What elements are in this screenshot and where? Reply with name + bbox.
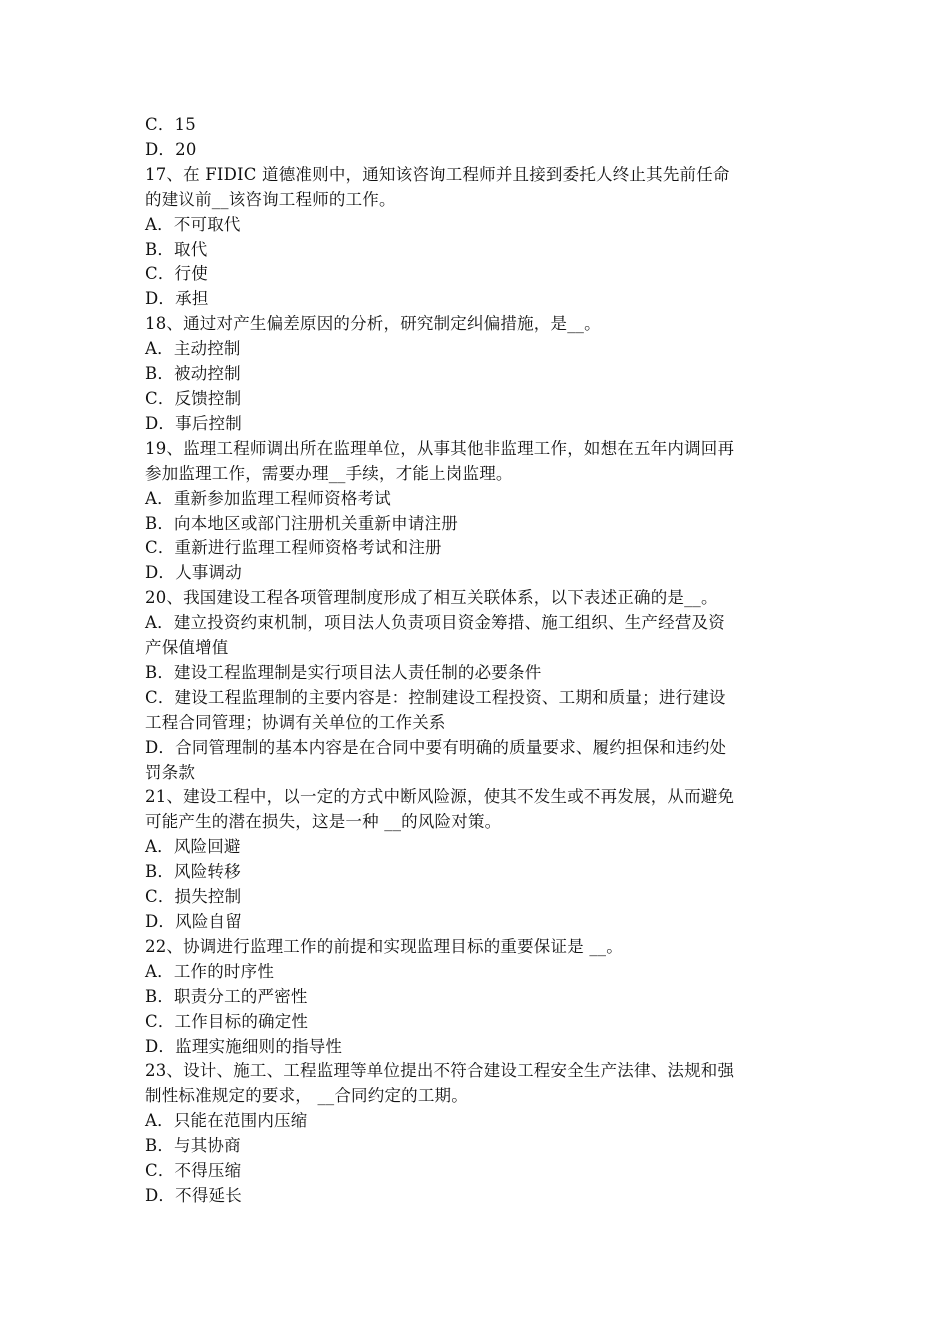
question-line: 18、通过对产生偏差原因的分析，研究制定纠偏措施，是__。 [145,314,601,334]
option-line: D．监理实施细则的指导性 [145,1036,343,1056]
option-line: C．反馈控制 [145,388,242,408]
option-line: A．重新参加监理工程师资格考试 [145,488,391,508]
option-line: D．风险自留 [145,912,242,931]
option-line: A．风险回避 [145,837,241,857]
question-line: 23、设计、施工、工程监理等单位提出不符合建设工程安全生产法律、法规和强 [145,1061,735,1081]
question-line: 22、协调进行监理工作的前提和实现监理目标的重要保证是 __。 [145,936,623,956]
option-line: B．与其协商 [145,1136,241,1156]
option-line: B．向本地区或部门注册机关重新申请注册 [145,513,458,533]
question-line: 制性标准规定的要求， __合同约定的工期。 [145,1086,468,1106]
document-page [145,113,810,1209]
option-line: A．主动控制 [145,339,241,359]
option-line: C．行使 [145,264,208,284]
option-line: A．不可取代 [145,214,241,234]
option-line: A．建立投资约束机制，项目法人负责项目资金筹措、施工组织、生产经营及资 [145,613,725,633]
option-line: A．工作的时序性 [145,961,275,981]
option-line: C．工作目标的确定性 [145,1011,309,1031]
option-line: C．损失控制 [145,887,242,907]
question-line: 19、监理工程师调出所在监理单位，从事其他非监理工作，如想在五年内调回再 [145,438,735,458]
option-line: D．20 [145,139,197,159]
option-line: A．只能在范围内压缩 [145,1111,308,1131]
question-line: 17、在 FIDIC 道德准则中，通知该咨询工程师并且接到委托人终止其先前任命 [145,164,730,184]
option-line: 工程合同管理；协调有关单位的工作关系 [145,712,446,732]
option-line: C．15 [145,115,196,134]
question-line: 21、建设工程中，以一定的方式中断风险源，使其不发生或不再发展，从而避免 [145,787,735,807]
option-line: D．事后控制 [145,413,242,433]
option-line: D．承担 [145,289,209,309]
option-line: D．不得延长 [145,1185,242,1205]
option-line: B．取代 [145,239,208,259]
option-line: B．被动控制 [145,364,241,384]
option-line: D．合同管理制的基本内容是在合同中要有明确的质量要求、履约担保和违约处 [145,737,727,757]
question-line: 的建议前__该咨询工程师的工作。 [145,189,396,209]
question-line: 可能产生的潜在损失，这是一种 __的风险对策。 [145,812,502,832]
option-line: C．重新进行监理工程师资格考试和注册 [145,538,442,558]
option-line: B．建设工程监理制是实行项目法人责任制的必要条件 [145,662,542,682]
option-line: C．建设工程监理制的主要内容是：控制建设工程投资、工期和质量；进行建设 [145,687,726,707]
question-line: 20、我国建设工程各项管理制度形成了相互关联体系，以下表述正确的是__。 [145,588,718,608]
option-line: B．风险转移 [145,862,241,882]
option-line: 罚条款 [145,762,196,782]
option-line: 产保值增值 [145,638,229,658]
option-line: C．不得压缩 [145,1161,242,1181]
option-line: B．职责分工的严密性 [145,986,308,1006]
question-line: 参加监理工作，需要办理__手续，才能上岗监理。 [145,463,513,483]
option-line: D．人事调动 [145,563,242,583]
